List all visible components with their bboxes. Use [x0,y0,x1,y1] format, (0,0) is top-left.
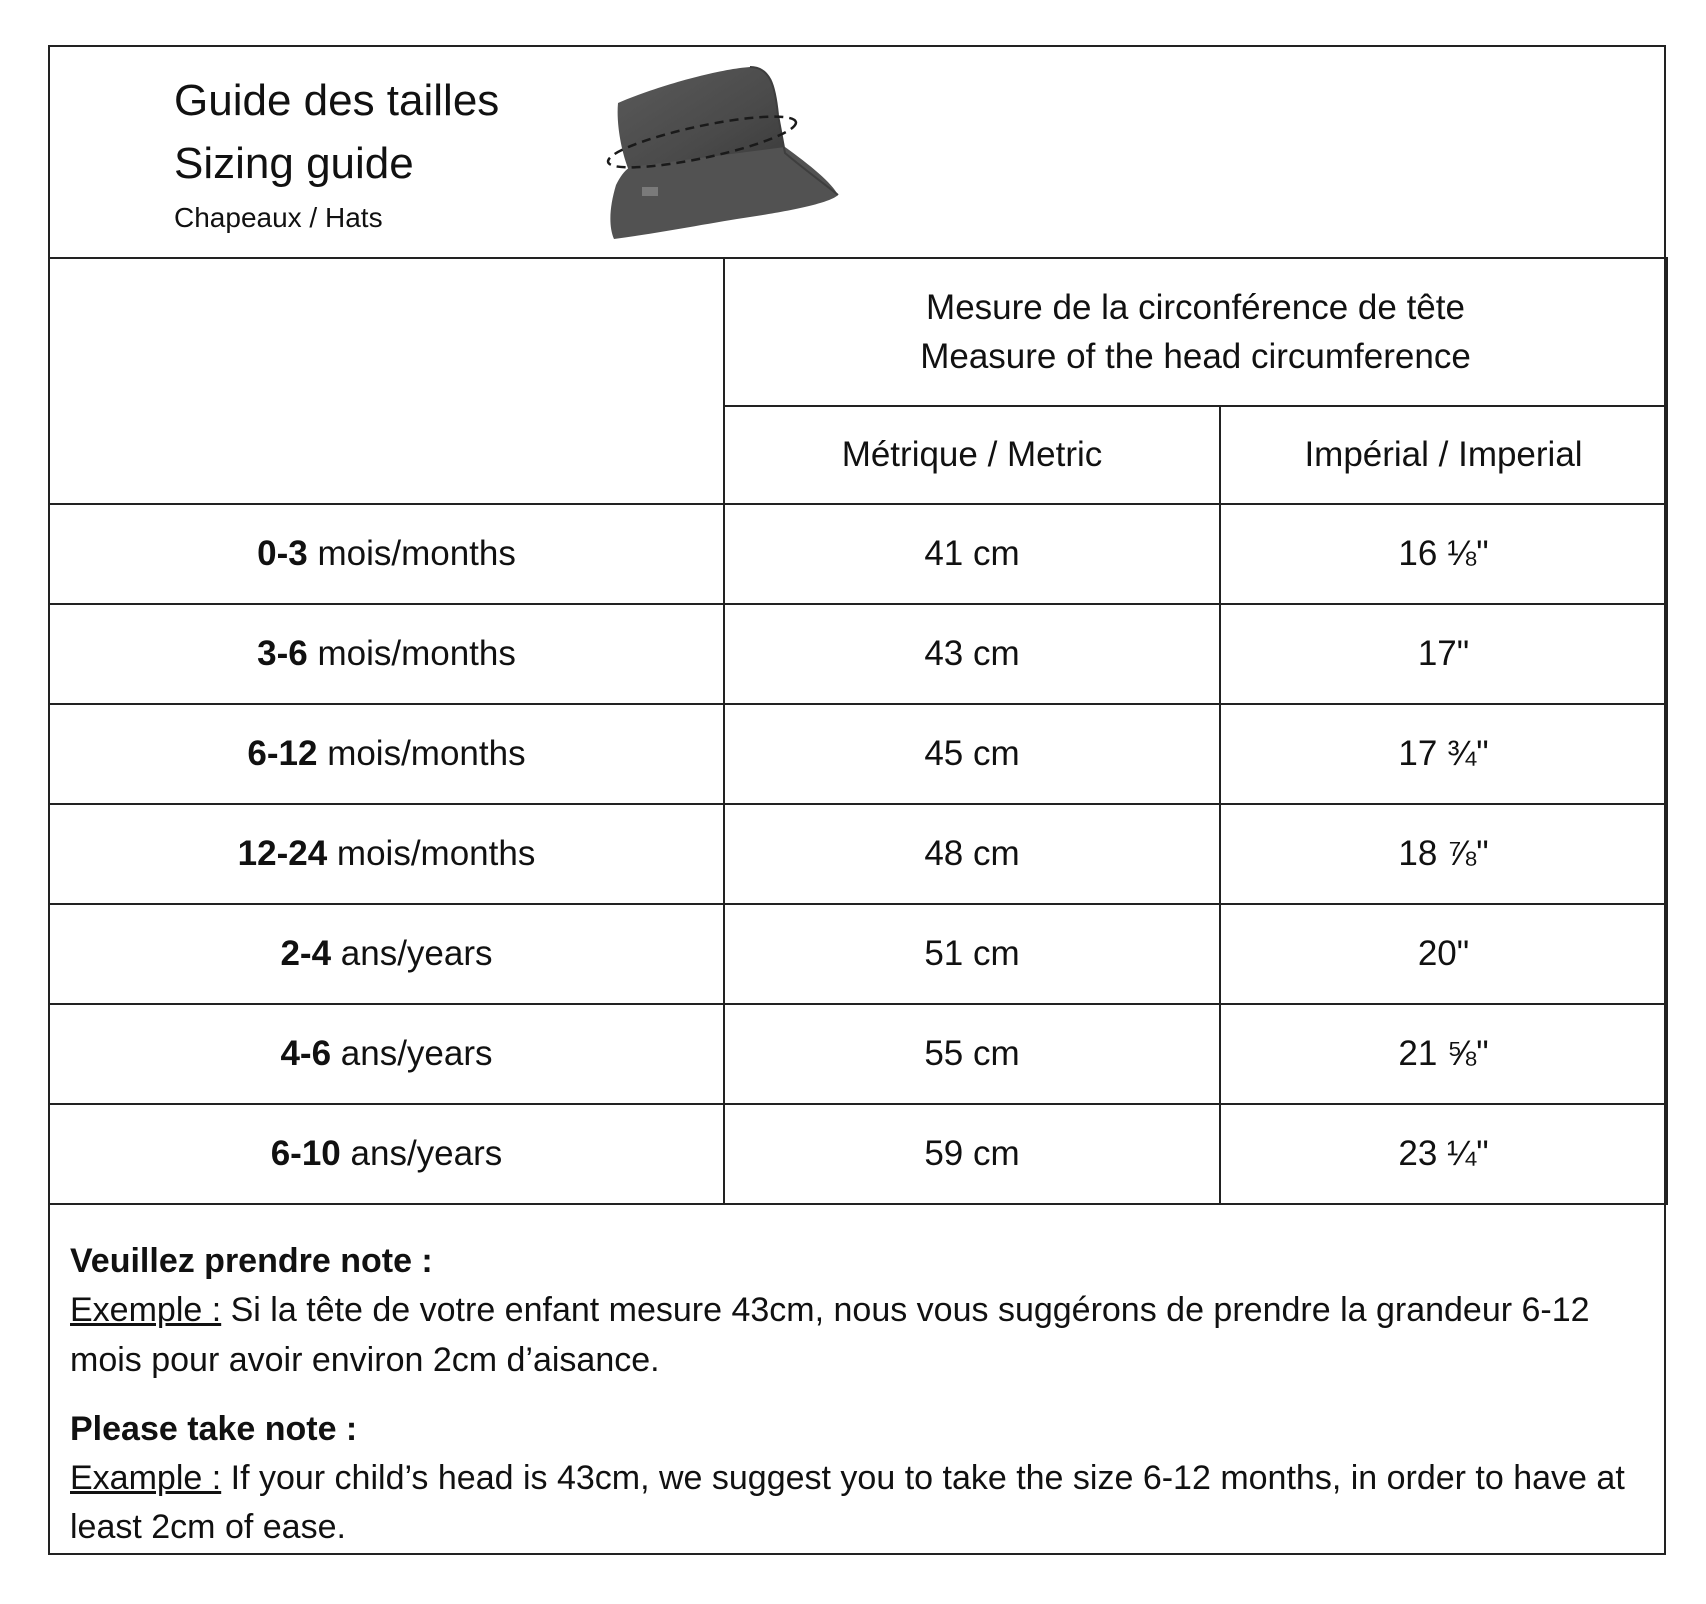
metric-value: 55 cm [724,1004,1220,1104]
note-french [70,1237,1650,1385]
metric-value: 43 cm [724,604,1220,704]
table-row [49,804,1667,904]
imperial-value: 20" [1220,904,1667,1004]
size-label [49,704,724,804]
title-english: Sizing guide [174,139,414,188]
bucket-hat-icon [600,55,900,251]
metric-value: 48 cm [724,804,1220,904]
empty-header-cell [49,258,724,504]
size-unit: ans/years [340,934,493,973]
table-row [49,1004,1667,1104]
size-range: 3-6 [257,634,308,673]
table-row [49,704,1667,804]
group-header-en: Measure of the head circumference [920,337,1471,376]
size-range: 6-12 [247,734,318,773]
size-unit: mois/months [317,634,516,673]
size-label [49,1104,724,1204]
imperial-value: 17" [1220,604,1667,704]
size-range: 2-4 [280,934,332,973]
size-range: 6-10 [270,1134,341,1173]
size-unit: mois/months [317,534,516,573]
metric-value: 59 cm [724,1104,1220,1204]
group-header [724,258,1667,406]
subtitle: Chapeaux / Hats [174,202,383,233]
note-english [70,1405,1650,1553]
imperial-value: 23 ¼" [1220,1104,1667,1204]
group-header-fr: Mesure de la circonférence de tête [926,288,1465,327]
note-body-en [70,1454,1650,1553]
metric-value: 41 cm [724,504,1220,604]
size-unit: ans/years [340,1034,493,1073]
table-row [49,604,1667,704]
column-header-imperial: Impérial / Imperial [1220,406,1667,504]
note-heading-fr: Veuillez prendre note : [70,1242,433,1280]
imperial-value: 16 ⅛" [1220,504,1667,604]
metric-value: 45 cm [724,704,1220,804]
size-range: 0-3 [257,534,308,573]
note-body-fr [70,1286,1650,1385]
size-label [49,604,724,704]
imperial-value: 18 ⅞" [1220,804,1667,904]
imperial-value: 17 ¾" [1220,704,1667,804]
size-label [49,904,724,1004]
size-range: 4-6 [280,1034,332,1073]
size-unit: ans/years [350,1134,503,1173]
column-header-metric: Métrique / Metric [724,406,1220,504]
metric-value: 51 cm [724,904,1220,1004]
size-label [49,1004,724,1104]
guide-header [50,47,1664,259]
note-text-fr: Si la tête de votre enfant mesure 43cm, nous vous suggérons de prendre la grandeur 6-12 mois pour avoir environ 2cm d’aisance. [70,1291,1590,1379]
imperial-value: 21 ⅝" [1220,1004,1667,1104]
title-french: Guide des tailles [174,76,500,125]
table-row [49,904,1667,1004]
size-range: 12-24 [237,834,328,873]
table-row [49,1104,1667,1204]
notes-section [70,1237,1650,1573]
note-heading-en: Please take note : [70,1409,358,1448]
size-table [48,257,1668,1205]
size-label [49,804,724,904]
size-label [49,504,724,604]
example-label-fr: Exemple : [70,1291,222,1330]
table-row [49,504,1667,604]
size-unit: mois/months [327,734,526,773]
example-label-en: Example : [70,1459,222,1498]
size-unit: mois/months [336,834,536,873]
note-text-en: If your child’s head is 43cm, we suggest you to take the size 6-12 months, in order to have at least 2cm of ease. [70,1459,1625,1547]
sizing-guide-frame [48,45,1666,1555]
